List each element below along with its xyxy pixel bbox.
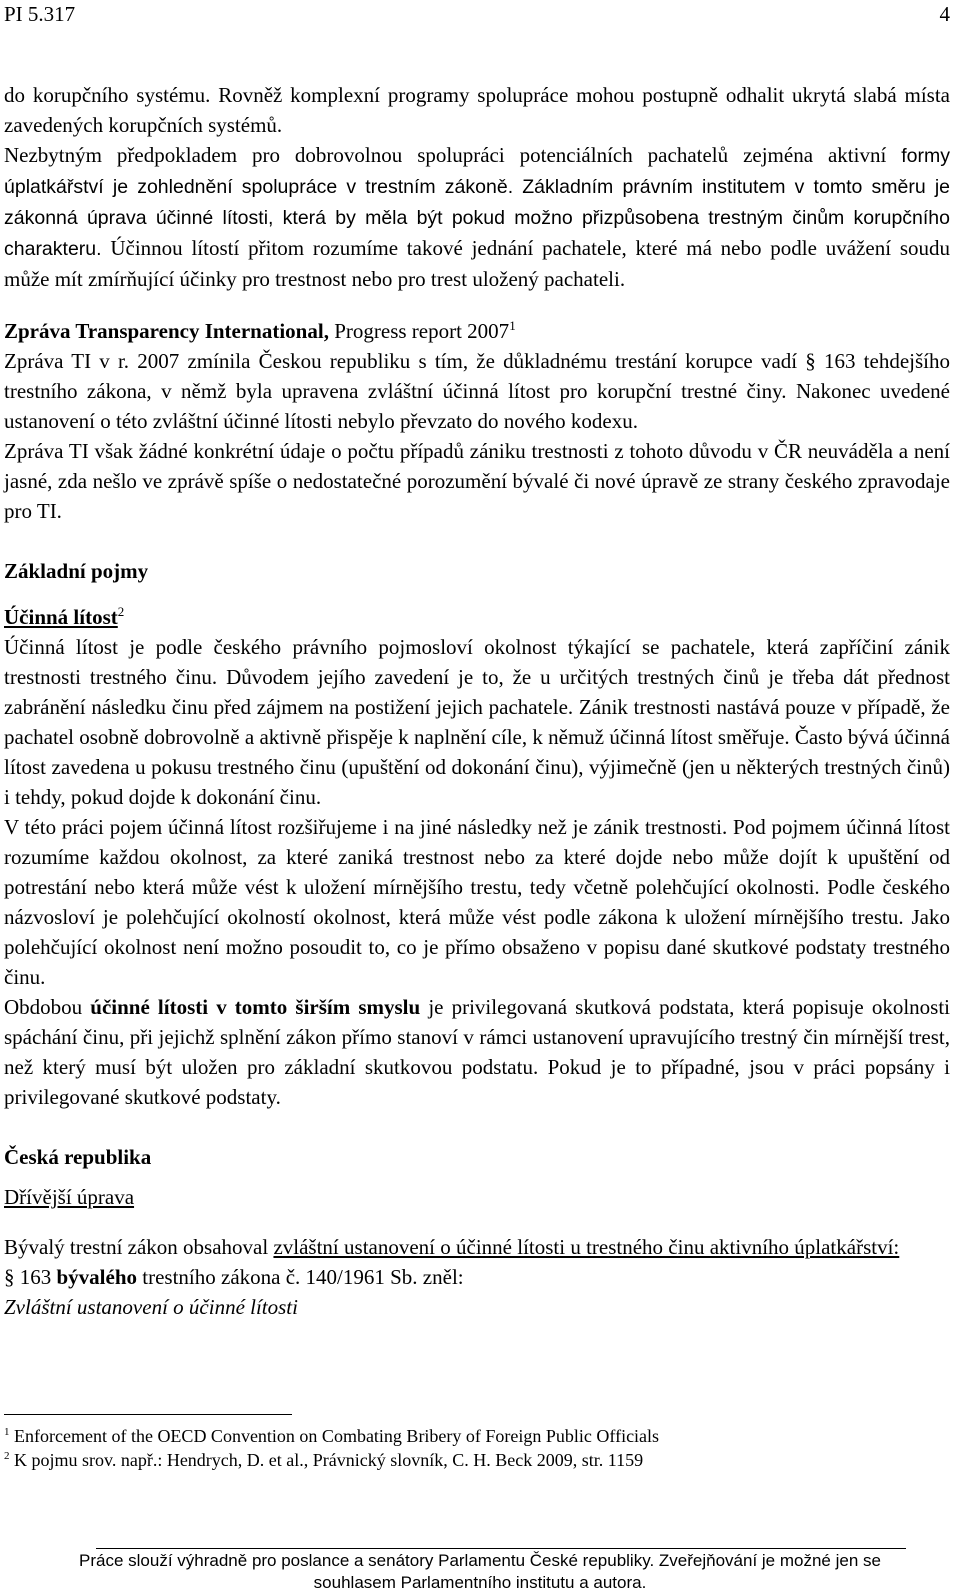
zaklad-p3-bold: účinné lítosti v tomto širším smyslu <box>90 995 421 1019</box>
footnotes <box>4 1424 950 1472</box>
section-heading-ceska-republika: Česká republika <box>4 1145 152 1169</box>
footnote-1-text: Enforcement of the OECD Convention on Combating Bribery of Foreign Public Officials <box>9 1426 660 1446</box>
cr-paragraph-2 <box>4 1262 950 1292</box>
footnote-2-text: K pojmu srov. např.: Hendrych, D. et al., Právnický slovník, C. H. Beck 2009, str. 1159 <box>9 1450 644 1470</box>
subheading-drivejsi-uprava <box>4 1182 950 1212</box>
footnote-ref-1[interactable]: 1 <box>509 318 516 333</box>
document-body <box>4 80 950 1322</box>
ti-paragraph-1-rest: 2007 zmínila Českou republiku s tím, že důkladnému trestání korupce vadí § 163 tehdejšího trestního zákona, v němž byla upravena zvláštní účinná lítost pro korupční trestné činy. Nakonec uvedené ustanovení o této zvláštní účinné lítosti nebylo převzato do nového kodexu. <box>4 349 950 433</box>
intro-text-2: Nezbytným předpokladem pro dobrovolnou spolupráci potenciálních pachatelů zejména aktivní <box>4 143 887 167</box>
cr-p2-c: trestního zákona č. 140/1961 Sb. zněl: <box>137 1265 464 1289</box>
subheading-ucinna-litost-text: Účinná lítost <box>4 605 118 629</box>
zaklad-p3-a: Obdobou <box>4 995 91 1019</box>
section-heading-zakladni-pojmy: Základní pojmy <box>4 559 149 583</box>
ti-paragraph-1 <box>4 346 950 436</box>
footnote-2-number: 2 <box>4 1450 10 1462</box>
cr-paragraph-3: Zvláštní ustanovení o účinné lítosti <box>4 1295 298 1319</box>
footnote-1 <box>4 1424 950 1448</box>
footnote-2 <box>4 1448 950 1472</box>
footnote-separator <box>4 1414 292 1415</box>
page-footer: Práce slouží výhradně pro poslance a senátory Parlamentu České republiky. Zveřejňování je možné jen se souhlasem Parlamentního institutu a autora. <box>79 1551 881 1592</box>
footnote-ref-2[interactable]: 2 <box>117 604 125 619</box>
zaklad-paragraph-3 <box>4 992 950 1112</box>
subheading-drivejsi-uprava-text: Dřívější úprava <box>4 1185 135 1209</box>
footer-separator <box>96 1548 906 1549</box>
zaklad-paragraph-1: Účinná lítost je podle českého právního pojmosloví okolnost týkající se pachatele, která zapříčiní zánik trestnosti trestného činu. Důvodem jejího zavedení je to, že u určitých trestných činů je třeba dát přednost zabránění následku činu před zájmem na postižení jejich pachatele. Zánik trestnosti nastává pouze v případě, že pachatel osobně dobrovolně a aktivně přispěje k naplnění cíle, k němuž účinná lítost směřuje. Často bývá účinná lítost zavedena u pokusu trestného činu (upuštění od dokonání činu), výjimečně (jen u některých trestných činů) i tehdy, pokud dojde k dokonání činu. <box>4 635 950 809</box>
ti-heading-bold: Zpráva Transparency International, <box>4 319 329 343</box>
page-number: 4 <box>939 2 950 26</box>
document-id: PI 5.317 <box>4 2 76 26</box>
subheading-ucinna-litost <box>4 602 950 632</box>
cr-p2-a: § 163 <box>4 1265 57 1289</box>
ti-heading <box>4 316 950 346</box>
cr-p2-bold: bývalého <box>56 1265 138 1289</box>
cr-p1-a: Bývalý trestní zákon obsahoval <box>4 1235 274 1259</box>
zaklad-paragraph-2: V této práci pojem účinná lítost rozšiřujeme i na jiné následky než je zánik trestnosti. Pod pojmem účinná lítost rozumíme každou okolnost, za které zaniká trestnost nebo za které dojde nebo může dojít k upuštění od potrestání nebo která může vést k uložení mírnějšího trestu, tedy včetně polehčující okolnosti. Podle českého názvosloví je polehčující okolností okolnost, která může vést podle zákona k uložení mírnějšího trestu. Jako polehčující okolnost není možno posoudit to, co je přímo obsaženo v popisu dané skutkové podstaty trestného činu. <box>4 815 950 989</box>
footnote-1-number: 1 <box>4 1426 10 1438</box>
intro-text-1: do korupčního systému. Rovněž komplexní programy spolupráce mohou postupně odhalit ukrytá slabá místa zavedených korupčních systémů. <box>4 83 950 137</box>
intro-text-4: Účinnou lítostí přitom rozumíme takové jednání pachatele, které má nebo podle uvážení soudu může mít zmírňující účinky pro trestnost nebo pro trest uložený pachateli. <box>4 236 950 291</box>
zaklad-p3-c: je privilegovaná skutková podstata, která popisuje okolnosti spáchání činu, při jejichž splnění zákon přímo stanoví v rámci ustanovení upravujícího trestný čin mírnější trest, než který musí být uložen pro základní skutkovou podstatu. Pokud je to případné, jsou v práci popsány i privilegované skutkové podstaty. <box>4 995 950 1109</box>
intro-paragraph <box>4 80 950 294</box>
cr-paragraph-1 <box>4 1232 950 1262</box>
ti-paragraph-1-start: Zpráva TI v r. <box>4 349 130 373</box>
intro-text-3: formy úplatkářství je zohlednění spolupráce v trestním zákoně. Základním právním institutem v tomto směru je zákonná úprava účinné lítosti, která by měla být pokud možno přizpůsobena trestným činům korupčního charakteru. <box>4 145 951 260</box>
cr-p1-underlined: zvláštní ustanovení o účinné lítosti u trestného činu aktivního úplatkářství: <box>273 1235 900 1259</box>
ti-heading-rest: Progress report 2007 <box>328 319 510 343</box>
ti-paragraph-2: Zpráva TI však žádné konkrétní údaje o počtu případů zániku trestnosti z tohoto důvodu v ČR neuváděla a není jasné, zda nešlo ve zprávě spíše o nedostatečné porozumění bývalé či nové úpravě ze strany českého zpravodaje pro TI. <box>4 439 950 523</box>
